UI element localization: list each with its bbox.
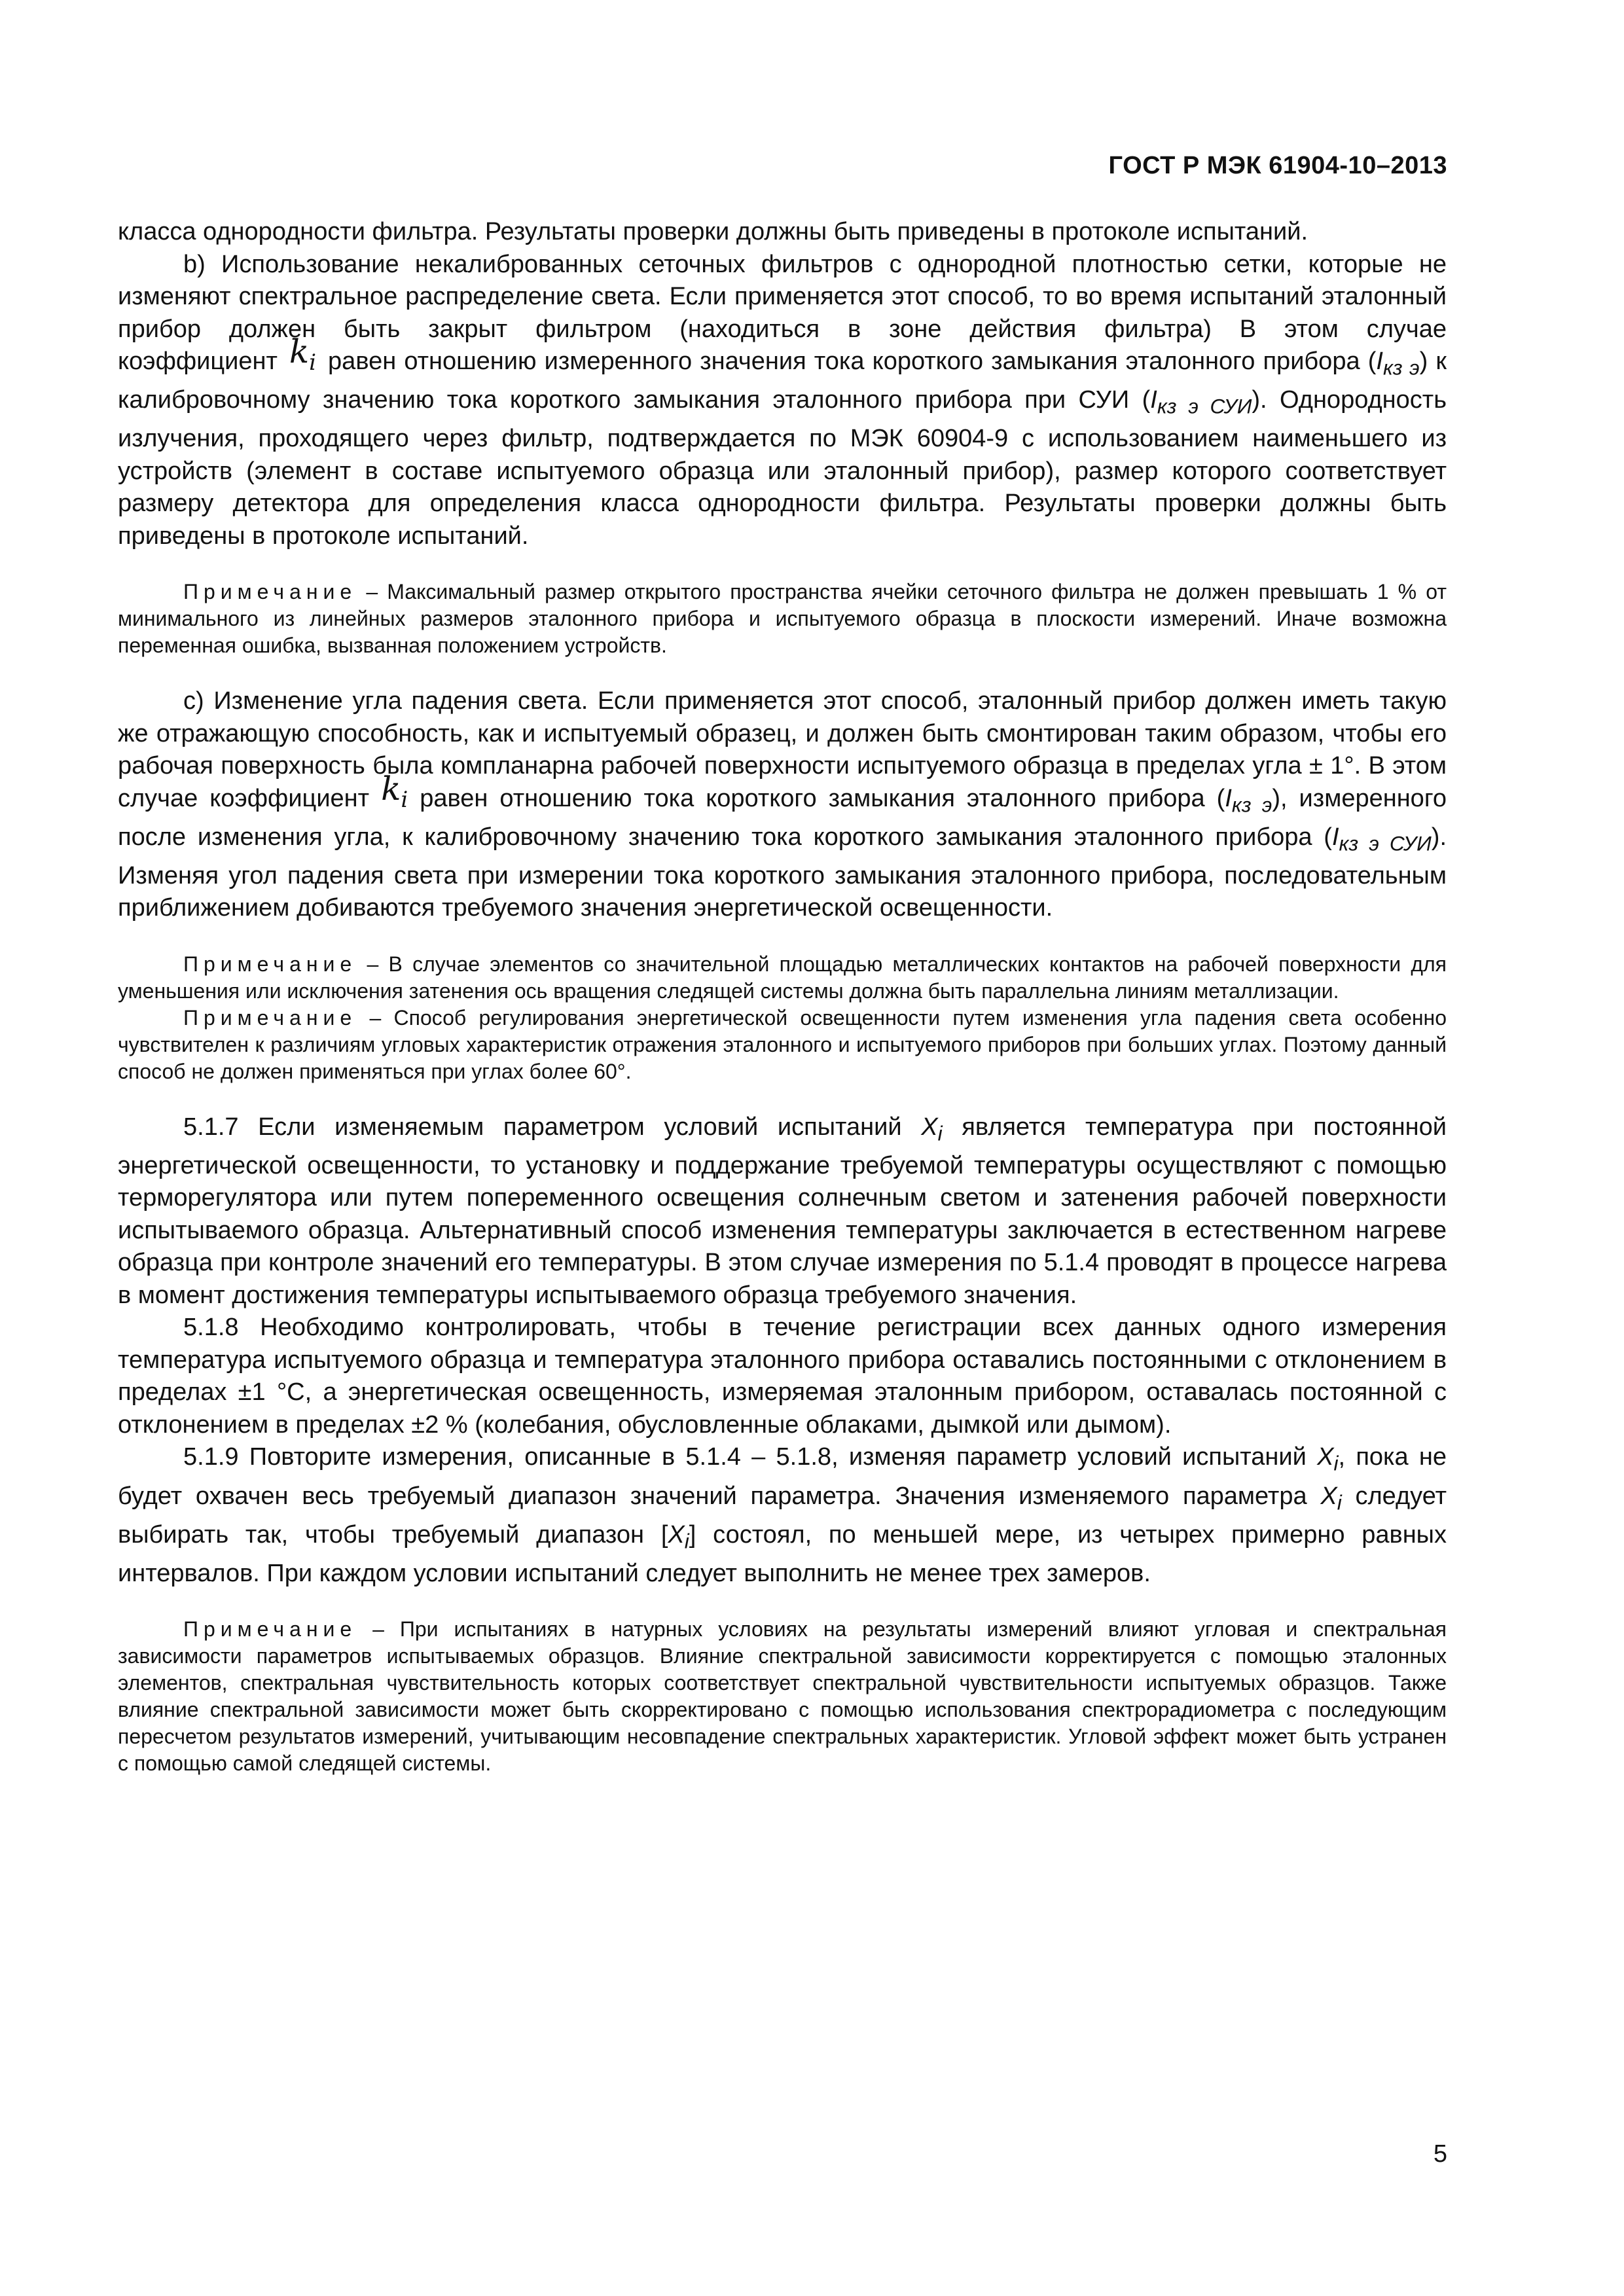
coefficient-ki-symbol: $k_i$ [289, 332, 317, 376]
note-field-conditions [118, 1616, 1447, 1777]
paragraph-method-b: b) Использование некалиброванных сеточных фильтров с однородной плотностью сетки, которые не изменяют спектральное распределение света. Если применяется этот способ, то во время испытаний эталонный прибор должен быть закрыт фильтром (находиться в зоне действия фильтра) В этом случае коэффициент $k_i$ равен отношению измеренного значения тока короткого замыкания эталонного прибора $(I_{кз э})$ к калибровочному значению тока короткого замыкания эталонного прибора при СУИ $(I_{кз э СУИ})$. Однородность излучения, проходящего через фильтр, подтверждается по МЭК 60904-9 с использованием наименьшего из устройств (элемент в составе испытуемого образца или эталонный прибор), размер которого соответствует размеру детектора для определения класса однородности фильтра. Результаты проверки должны быть приведены в протоколе испытаний. [118, 250, 1447, 550]
method-c-text-2: равен отношению тока короткого замыкания эталонного прибора ( [420, 784, 1225, 812]
method-c-text-3: ), измеренного после изменения угла, к калибровочному значению тока короткого замыкания эталонного прибора ( [118, 784, 1447, 851]
method-b-text-2: равен отношению измеренного значения тока короткого замыкания эталонного прибора ( [328, 348, 1377, 375]
note-text: – Максимальный размер открытого пространства ячейки сеточного фильтра не должен превышать 1 % от минимального из линейных размеров эталонного прибора и испытуемого образца в плоскости измерений. Иначе возможна переменная ошибка, вызванная положением устройств. [118, 580, 1447, 658]
document-code-header: ГОСТ Р МЭК 61904-10–2013 [1108, 152, 1447, 179]
method-c-text-1: c) Изменение угла падения света. Если применяется этот способ, эталонный прибор должен иметь такую же отражающую способность, как и испытуемый образец, и должен быть смонтирован таким образом, чтобы его рабочая поверхность была компланарна рабочей поверхности испытуемого образца в пределах угла ± 1°. В этом случае коэффициент [118, 687, 1447, 812]
paragraph-5-1-8: 5.1.8 Необходимо контролировать, чтобы в течение регистрации всех данных одного измерения температура испытуемого образца и температура эталонного прибора оставались постоянными с отклонением в пределах ±1 °С, а энергетическая освещенность, измеряемая эталонным прибором, оставалась постоянной с отклонением в пределах ±2 % (колебания, обусловленные облаками, дымкой или дымом). [118, 1314, 1447, 1439]
note-label: Примечание [183, 1617, 357, 1641]
page-body [118, 216, 1447, 1777]
method-b-text-4: ). Однородность излучения, проходящего через фильтр, подтверждается по МЭК 60904-9 с использованием наименьшего из устройств (элемент в составе испытуемого образца или эталонный прибор), размер которого соответствует размеру детектора для определения класса однородности фильтра. Результаты проверки должны быть приведены в протоколе испытаний. [118, 386, 1447, 550]
paragraph-continuation: класса однородности фильтра. Результаты проверки должны быть приведены в протоколе испытаний. [118, 218, 1308, 245]
method-c-text-4: ). Изменяя угол падения света при измерении тока короткого замыкания эталонного прибора, последовательным приближением добиваются требуемого значения энергетической освещенности. [118, 823, 1447, 922]
paragraph-method-c: c) Изменение угла падения света. Если применяется этот способ, эталонный прибор должен иметь такую же отражающую способность, как и испытуемый образец, и должен быть смонтирован таким образом, чтобы его рабочая поверхность была компланарна рабочей поверхности испытуемого образца в пределах угла ± 1°. В этом случае коэффициент $k_i$ равен отношению тока короткого замыкания эталонного прибора $(I_{кз э})$, измеренного после изменения угла, к калибровочному значению тока короткого замыкания эталонного прибора $(I_{кз э СУИ})$. Изменяя угол падения света при измерении тока короткого замыкания эталонного прибора, последовательным приближением добиваются требуемого значения энергетической освещенности. [118, 687, 1447, 922]
paragraph-5-1-7: 5.1.7 Если изменяемым параметром условий испытаний $X_i$ является температура при постоянной энергетической освещенности, то установку и поддержание требуемой температуры осуществляют с помощью терморегулятора или путем попеременного освещения солнечным светом и затенения рабочей поверхности испытываемого образца. Альтернативный способ изменения температуры заключается в естественном нагреве образца при контроле значений его температуры. В этом случае измерения по 5.1.4 проводят в процессе нагрева в момент достижения температуры испытываемого образца требуемого значения. [118, 1113, 1447, 1309]
note-label: Примечание [183, 1005, 357, 1030]
note-text: – В случае элементов со значительной площадью металлических контактов на рабочей поверхности для уменьшения или исключения затенения ось вращения следящей системы должна быть параллельна линиям металлизации. [118, 952, 1447, 1003]
note-label: Примечание [183, 952, 357, 976]
coefficient-ki-symbol: $k_i$ [381, 769, 408, 813]
paragraph-5-1-9: 5.1.9 Повторите измерения, описанные в 5.1.4 – 5.1.8, изменяя параметр условий испытаний $X_i$, пока не будет охвачен весь требуемый диапазон значений параметра. Значения изменяемого параметра $X_i$ следует выбирать так, чтобы требуемый диапазон $[X_i]$ состоял, по меньшей мере, из четырех примерно равных интервалов. При каждом условии испытаний следует выполнить не менее трех замеров. [118, 1443, 1447, 1587]
note-angle-method [118, 1005, 1447, 1085]
note-text: – При испытаниях в натурных условиях на результаты измерений влияют угловая и спектральная зависимости параметров испытываемых образцов. Влияние спектральной зависимости корректируется с помощью эталонных элементов, спектральная чувствительность которых соответствует спектральной чувствительности испытуемых образцов. Также влияние спектральной зависимости может быть скорректировано с помощью использования спектрорадиометра с последующим пересчетом результатов измерений, учитывающим несовпадение спектральных характеристик. Угловой эффект может быть устранен с помощью самой следящей системы. [118, 1617, 1447, 1776]
method-b-text-3: ) к калибровочному значению тока короткого замыкания эталонного прибора при СУИ ( [118, 348, 1447, 414]
note-metallization [118, 951, 1447, 1005]
note-label: Примечание [183, 580, 357, 604]
method-b-text-1: b) Использование некалиброванных сеточных фильтров с однородной плотностью сетки, которые не изменяют спектральное распределение света. Если применяется этот способ, то во время испытаний эталонный прибор должен быть закрыт фильтром (находиться в зоне действия фильтра) В этом случае коэффициент [118, 250, 1447, 375]
note-text: – Способ регулирования энергетической освещенности путем изменения угла падения света особенно чувствителен к различиям угловых характеристик отражения эталонного и испытуемого приборов при больших углах. Поэтому данный способ не должен применяться при углах более 60°. [118, 1005, 1447, 1083]
note-mesh-filter [118, 579, 1447, 659]
page-number: 5 [1433, 2140, 1447, 2168]
